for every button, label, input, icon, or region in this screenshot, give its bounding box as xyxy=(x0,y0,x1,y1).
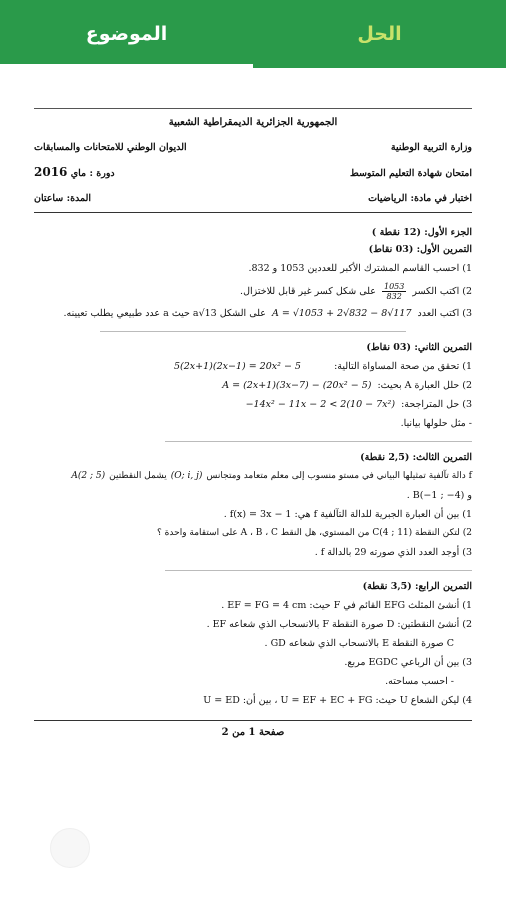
ex3-q1: 1) بين أن العبارة الجبرية للدالة التآلفية f هي: f(x) = 3x − 1 . xyxy=(223,509,472,520)
header-row-1 xyxy=(34,142,472,153)
tab-subject[interactable]: الموضوع xyxy=(0,0,253,68)
exam-label: امتحان شهادة التعليم المتوسط xyxy=(349,168,472,179)
ex3-q2: 2) لتكن النقطة C(4 ; 11) من المستوي، هل النقط A ، B ، C على استقامة واحدة ؟ xyxy=(157,528,472,538)
session-text: دورة : ماي xyxy=(70,168,115,179)
ex3-point-a: A(2 ; 5) xyxy=(71,471,106,481)
ex4-q3: 3) بين أن الرباعي EGDC مربع. xyxy=(344,657,472,668)
subject-label: اختبار في مادة: الرياضيات xyxy=(368,193,472,204)
header-divider xyxy=(34,212,472,213)
ex1-separator xyxy=(100,331,407,332)
ex2-q1-expr: 5(2x+1)(2x−1) = 20x² − 5 xyxy=(174,361,301,372)
ex4-title: التمرين الرابع: (3,5 نقطة) xyxy=(362,581,472,592)
ex3-l1 xyxy=(34,467,472,486)
ex2-q2-expr: A = (2x+1)(3x−7) − (20x² − 5) xyxy=(222,380,372,391)
session-year: 2016 xyxy=(34,165,68,179)
ex1-q3-text-a: 3) اكتب العدد xyxy=(417,308,472,319)
ex1-q1: 1) احسب القاسم المشترك الأكبر للعددين 1053 و 832. xyxy=(248,263,472,274)
ex3-l1-text-b: يشمل النقطتين xyxy=(109,471,167,481)
floating-button[interactable] xyxy=(50,828,90,868)
tab-bar xyxy=(0,0,506,68)
ex3-separator xyxy=(165,570,472,571)
ex1-q3-expr: A = √1053 + 2√832 − 8√117 xyxy=(271,308,412,319)
ex1-q2-text-b: على شكل كسر غير قابل للاختزال. xyxy=(240,285,376,297)
header-row-3 xyxy=(34,193,472,204)
ex3-l2: و B(−1 ; −4) . xyxy=(406,490,472,501)
top-divider xyxy=(34,108,472,109)
ex4-q4: 4) ليكن الشعاع U حيث: U = EF + EC + FG ، بين أن: U = ED xyxy=(203,695,472,706)
ex3-q3: 3) أوجد العدد الذي صورته 29 بالدالة f . xyxy=(314,547,472,558)
ex2-separator xyxy=(165,441,472,442)
page-footer: صفحة 1 من 2 xyxy=(221,727,285,738)
ex2-q2 xyxy=(34,376,472,395)
ex2-title: التمرين الثاني: (03 نقاط) xyxy=(366,342,472,353)
ex1-fraction xyxy=(382,282,406,301)
ex2-q3 xyxy=(34,395,472,414)
ex4-q2: 2) أنشئ النقطتين: D صورة النقطة F بالانسحاب الذي شعاعه EF . xyxy=(206,619,472,630)
footer-divider xyxy=(34,720,472,721)
fraction-numerator: 1053 xyxy=(383,281,405,291)
republic-header: الجمهورية الجزائرية الديمقراطية الشعبية xyxy=(168,117,338,128)
ex1-title: التمرين الأول: (03 نقاط) xyxy=(368,244,472,255)
session-label xyxy=(34,165,115,179)
tab-solution[interactable]: الحل xyxy=(357,23,402,45)
ex2-q1-text: 1) تحقق من صحة المساواة التالية: xyxy=(334,361,472,372)
ex2-q4: - مثل حلولها بيانيا. xyxy=(400,418,472,429)
ex3-l1-text-a: f دالة تآلفية تمثيلها البياني في مستو منسوب إلى معلم متعامد ومتجانس xyxy=(206,471,472,481)
part1-title: الجزء الأول: (12 نقطة ) xyxy=(371,227,472,238)
office-label: الديوان الوطني للامتحانات والمسابقات xyxy=(34,142,187,153)
header-row-2 xyxy=(34,165,472,179)
ex1-q3 xyxy=(34,304,472,323)
ex2-q1 xyxy=(34,357,472,376)
exam-document xyxy=(34,108,472,738)
duration-label: المدة: ساعتان xyxy=(34,193,92,204)
ex1-q3-text-b: على الشكل a√13 حيث a عدد طبيعي يطلب تعيينه. xyxy=(63,308,266,319)
fraction-denominator: 832 xyxy=(386,291,402,301)
ministry-label: وزارة التربية الوطنية xyxy=(390,142,472,153)
ex2-q3-text: 3) حل المتراجحة: xyxy=(401,399,472,410)
ex4-q2b: C صورة النقطة E بالانسحاب الذي شعاعه GD . xyxy=(264,638,454,649)
ex2-q2-text: 2) حلل العبارة A بحيث: xyxy=(377,380,472,391)
ex1-q2-text-a: 2) اكتب الكسر xyxy=(412,285,472,297)
ex1-q2 xyxy=(34,278,472,304)
ex4-q1: 1) أنشئ المثلث EFG القائم في F حيث: EF = FG = 4 cm . xyxy=(221,600,472,611)
ex4-q3b: - احسب مساحته. xyxy=(385,676,454,687)
ex3-frame: (O; i, j) xyxy=(170,471,203,481)
ex3-title: التمرين الثالث: (2,5 نقطة) xyxy=(360,452,472,463)
ex2-q3-expr: −14x² − 11x − 2 < 2(10 − 7x²) xyxy=(245,399,396,410)
